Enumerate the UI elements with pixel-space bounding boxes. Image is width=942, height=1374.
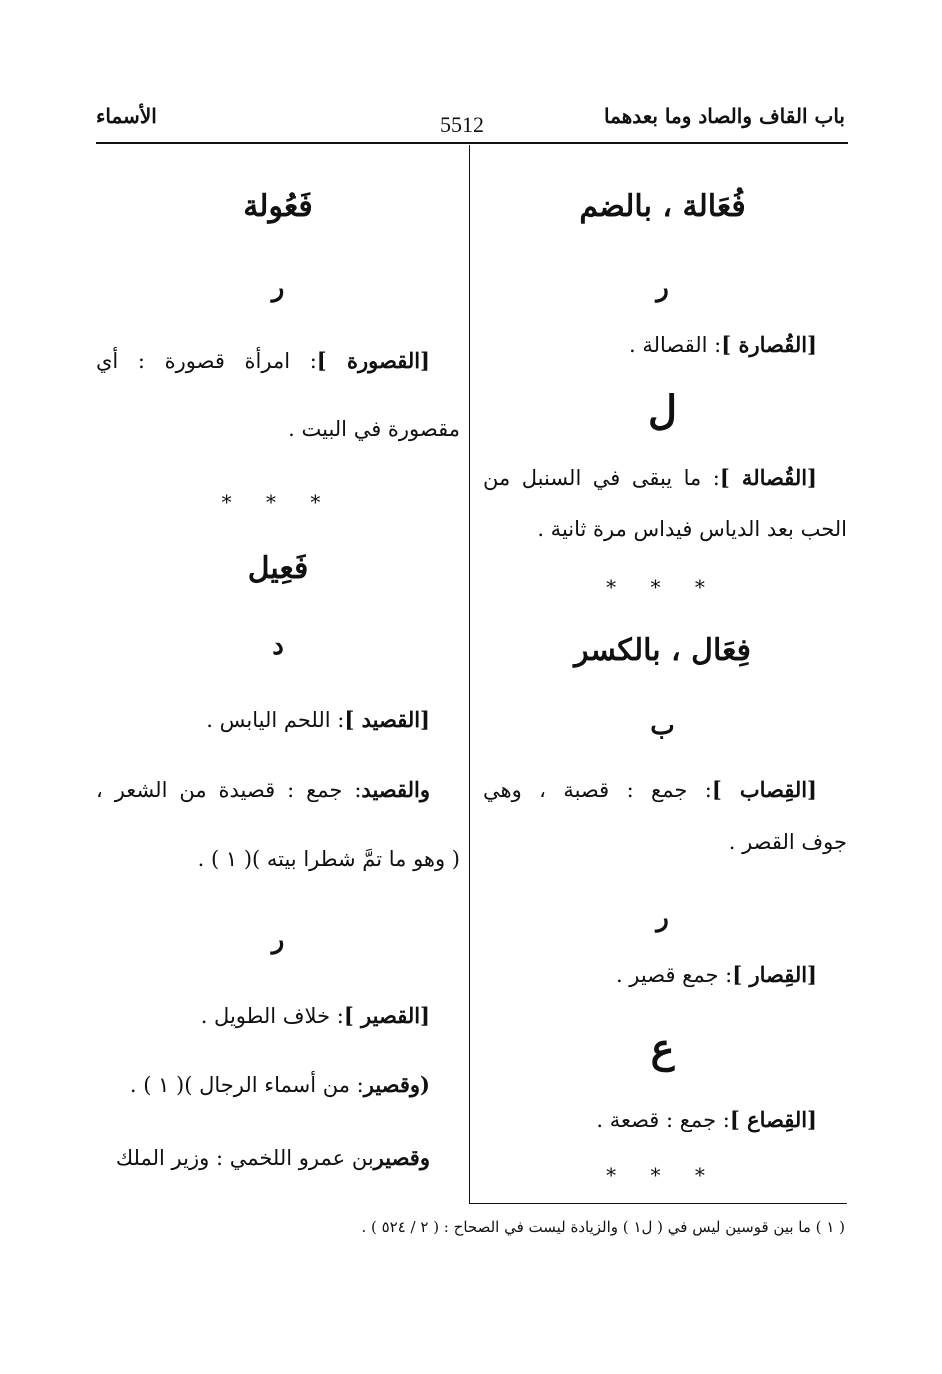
entry-line: جوف القصر . <box>728 830 847 854</box>
pattern-heading: فِعَال ، بالكسر <box>574 633 751 668</box>
entry-term: والقصيد <box>361 777 430 802</box>
entry-definition: : من أسماء الرجال )( ١ ) . <box>129 1073 364 1097</box>
root-letter: ع <box>650 1025 675 1072</box>
entry-line <box>483 777 817 802</box>
entry-line <box>96 707 430 732</box>
section-separator: * * * <box>221 490 335 514</box>
root-letter: ر <box>656 903 669 933</box>
section-separator: * * * <box>606 575 719 599</box>
entry-line: الحب بعد الدياس فيداس مرة ثانية . <box>537 517 847 541</box>
page-number: 5512 <box>440 112 484 137</box>
entry-definition: : اللحم اليابس . <box>206 708 345 732</box>
pattern-heading: فُعَالة ، بالضم <box>579 189 746 224</box>
entry-term: [القصيد ] <box>344 707 430 732</box>
header-rule <box>96 142 848 144</box>
entry-definition: : القصالة . <box>628 333 722 357</box>
entry-term: (وقصير <box>363 1072 430 1097</box>
right-column <box>478 145 847 1205</box>
root-letter: د <box>272 631 284 661</box>
entry-definition: : جمع : قصبة ، وهي <box>483 778 712 802</box>
entry-term: [القِصاب ] <box>711 777 817 802</box>
root-letter: ر <box>271 273 285 303</box>
entry-term: [القِصار ] <box>732 962 817 987</box>
root-letter: ر <box>271 925 285 955</box>
entry-line <box>478 332 817 357</box>
pattern-heading: فَعِيل <box>247 551 309 586</box>
left-column <box>96 145 460 1205</box>
entry-line <box>96 348 430 373</box>
entry-definition: : ما يبقى في السنبل من <box>483 466 720 490</box>
root-letter: ب <box>650 711 675 741</box>
entry-term: [القصورة ] <box>316 348 430 373</box>
entry-term: [القِصاع ] <box>729 1107 817 1132</box>
entry-term: [القصير ] <box>343 1003 430 1028</box>
entry-definition: : امرأة قصورة : أي <box>96 349 317 373</box>
root-letter: ل <box>647 387 678 434</box>
footnote: ( ١ ) ما بين قوسين ليس في ( ل١ ) والزيادة ليست في الصحاح : ( ٢ / ٥٢٤ ) . <box>361 1218 845 1236</box>
root-letter: ر <box>656 273 669 303</box>
entry-term: وقصير <box>373 1145 430 1170</box>
entry-line <box>96 777 430 802</box>
chapter-title: باب القاف والصاد وما بعدهما <box>604 104 845 128</box>
entry-line <box>96 1145 430 1170</box>
column-divider <box>469 145 470 1204</box>
entry-definition: : جمع قصير . <box>615 963 733 987</box>
entry-line <box>478 1107 817 1132</box>
entry-line <box>96 1072 430 1097</box>
entry-definition: : جمع : قصيدة من الشعر ، <box>96 778 362 802</box>
entry-line: ( وهو ما تمَّ شطرا بيته )( ١ ) . <box>197 847 460 871</box>
section-separator: * * * <box>606 1163 719 1187</box>
entry-line: مقصورة في البيت . <box>288 417 460 441</box>
pattern-heading: فَعُولة <box>243 189 313 224</box>
footnote-rule <box>470 1203 847 1204</box>
entry-term: [القُصالة ] <box>719 465 817 490</box>
entry-definition: : خلاف الطويل . <box>200 1004 344 1028</box>
entry-term: [القُصارة ] <box>721 332 817 357</box>
entry-line <box>478 962 817 987</box>
entry-line <box>96 1003 430 1028</box>
entry-line <box>483 465 817 490</box>
entry-definition: : جمع : قصعة . <box>596 1108 730 1132</box>
entry-definition: بن عمرو اللخمي : وزير الملك <box>115 1146 374 1170</box>
section-title: الأسماء <box>96 104 157 128</box>
